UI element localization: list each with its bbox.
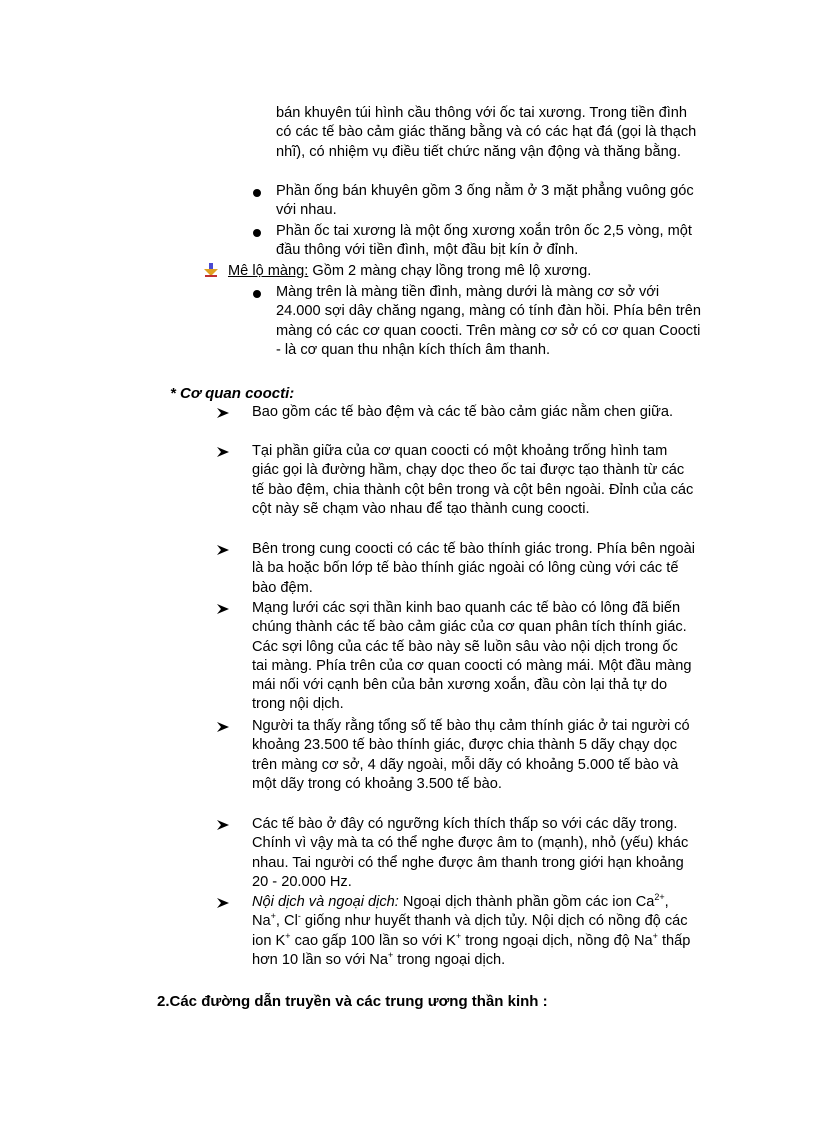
arrow-bullet-icon [216,446,230,458]
list-item: Phần ống bán khuyên gồm 3 ống nằm ở 3 mặt phẳng vuông góc với nhau. [276,183,694,219]
list-item: Bao gồm các tế bào đệm và các tế bào cảm giác nằm chen giữa. [252,404,674,420]
bullet-dot-icon [253,290,261,298]
list-item: Mạng lưới các sợi thần kinh bao quanh các tế bào có lông đã biến chúng thành các tế bào cảm giác của cơ quan phân tích thính giác. Các sợi lông của các tế bào này sẽ luồn sâu vào nội dịch trong ốc tai màng. Phía trên của cơ quan coocti có màng mái. Một đầu màng mái nối với cạnh bên của bản xương xoắn, đầu còn lại thả tự do trong nội dịch. [252,600,692,713]
me-lo-mang-line [228,262,698,281]
arrow-down-marker-icon [203,262,219,278]
continuation-paragraph: bán khuyên túi hình cầu thông với ốc tai xương. Trong tiền đình có các tế bào cảm giác thăng bằng và có các hạt đá (gọi là thạch nhĩ), có nhiệm vụ điều tiết chức năng vận động và thăng bằng. [276,105,697,160]
list-item: Các tế bào ở đây có ngưỡng kích thích thấp so với các dãy trong. Chính vì vậy mà ta có thể nghe được âm to (mạnh), nhỏ (yếu) khác nhau. Tai người có thể nghe được âm thanh trong giới hạn khoảng 20 - 20.000 Hz. [252,816,689,890]
arrow-bullet-icon [216,603,230,615]
arrow-bullet-icon [216,819,230,831]
me-lo-mang-label: Mê lộ màng: [228,263,309,279]
list-item: Bên trong cung coocti có các tế bào thính giác trong. Phía bên ngoài là ba hoặc bốn lớp tế bào thính giác ngoài có lông cùng với các tế bào đệm. [252,541,695,596]
arrow-bullet-icon [216,721,230,733]
list-item: Tại phần giữa của cơ quan coocti có một khoảng trống hình tam giác gọi là đường hầm, chạy dọc theo ốc tai được tạo thành từ các tế bào đệm, chia thành cột bên trong và cột bên ngoài. Đỉnh của các cột này sẽ chạm vào nhau để tạo thành cung coocti. [252,443,694,517]
arrow-bullet-icon [216,544,230,556]
list-item: Người ta thấy rằng tổng số tế bào thụ cảm thính giác ở tai người có khoảng 23.500 tế bào thính giác, được chia thành 5 dãy chạy dọc trên màng cơ sở, 4 dãy ngoài, mỗi dãy có khoảng 5.000 tế bào và một dãy trong có khoảng 3.500 tế bào. [252,718,690,792]
arrow-bullet-icon [216,897,230,909]
arrow-bullet-icon [216,407,230,419]
bullet-dot-icon [253,229,261,237]
section-title-2: 2.Các đường dẫn truyền và các trung ương thần kinh : [157,993,548,1010]
list-item-noi-dich: Nội dịch và ngoại dịch: Ngoại dịch thành phần gồm các ion $Ca^{2+}$, Na+, Cl- giống như huyết thanh và dịch tủy. Nội dịch có nồng độ các ion K+ cao gấp 100 lần so với K+ trong ngoại dịch, nồng độ Na+ thấp hơn 10 lần so với Na+ trong ngoại dịch. [252,892,691,968]
list-item: Màng trên là màng tiền đình, màng dưới là màng cơ sở với 24.000 sợi dây chăng ngang, màng có tính đàn hồi. Phía bên trên màng có các cơ quan coocti. Trên màng cơ sở có cơ quan Coocti - là cơ quan thu nhận kích thích âm thanh. [276,284,701,358]
section-heading-coocti: * Cơ quan coocti: [170,385,295,402]
bullet-dot-icon [253,189,261,197]
list-item: Phần ốc tai xương là một ống xương xoắn trôn ốc 2,5 vòng, một đầu thông với tiền đình, một đầu bịt kín ở đỉnh. [276,223,692,259]
me-lo-mang-text: Gồm 2 màng chạy lồng trong mê lộ xương. [308,263,592,279]
